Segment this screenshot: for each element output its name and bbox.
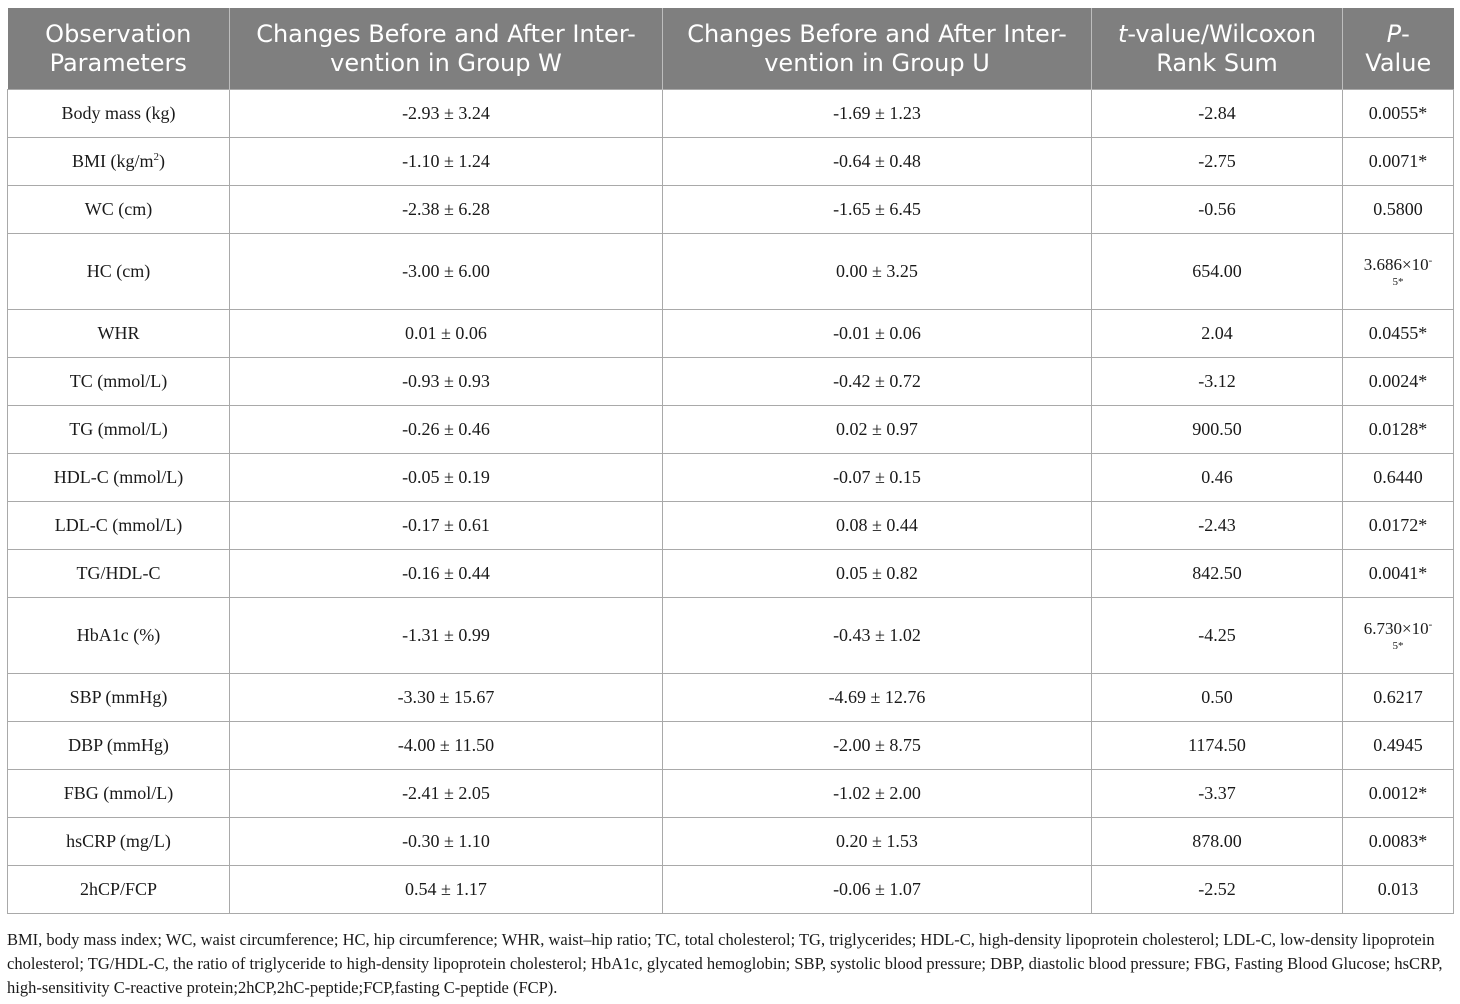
cell-t-value: 878.00: [1092, 818, 1343, 866]
cell-group-u: -1.65 ± 6.45: [663, 186, 1092, 234]
table-row: [8, 406, 1454, 454]
cell-group-w: -0.17 ± 0.61: [230, 502, 663, 550]
results-table: [7, 8, 1454, 914]
cell-t-value: 0.50: [1092, 674, 1343, 722]
cell-group-u: -0.42 ± 0.72: [663, 358, 1092, 406]
cell-t-value: -3.12: [1092, 358, 1343, 406]
table-row: [8, 770, 1454, 818]
cell-group-u: 0.08 ± 0.44: [663, 502, 1092, 550]
cell-parameter: DBP (mmHg): [8, 722, 230, 770]
cell-p-value: 0.6217: [1343, 674, 1454, 722]
cell-group-u: -0.06 ± 1.07: [663, 866, 1092, 914]
cell-parameter: 2hCP/FCP: [8, 866, 230, 914]
cell-t-value: 900.50: [1092, 406, 1343, 454]
header-text: Parameters: [49, 48, 187, 77]
cell-p-value: 0.0024*: [1343, 358, 1454, 406]
table-header: [8, 8, 1454, 90]
cell-parameter: TG/HDL-C: [8, 550, 230, 598]
header-text: Changes Before and After Inter-: [256, 19, 636, 48]
cell-parameter: [8, 138, 230, 186]
cell-group-w: -0.16 ± 0.44: [230, 550, 663, 598]
table-row: [8, 866, 1454, 914]
cell-p-value: 0.0083*: [1343, 818, 1454, 866]
cell-group-u: -1.02 ± 2.00: [663, 770, 1092, 818]
header-row: [8, 8, 1454, 90]
cell-group-w: 0.01 ± 0.06: [230, 310, 663, 358]
table-row: [8, 722, 1454, 770]
cell-group-u: -0.07 ± 0.15: [663, 454, 1092, 502]
table-row: [8, 550, 1454, 598]
header-text: -: [1401, 19, 1410, 48]
param-text: ): [159, 151, 165, 171]
cell-parameter: TC (mmol/L): [8, 358, 230, 406]
cell-p-value: 0.0172*: [1343, 502, 1454, 550]
cell-parameter: Body mass (kg): [8, 90, 230, 138]
table-body: [8, 90, 1454, 914]
cell-p-value: 0.0455*: [1343, 310, 1454, 358]
cell-group-u: -0.43 ± 1.02: [663, 598, 1092, 674]
cell-p-value: 0.0128*: [1343, 406, 1454, 454]
header-text: Observation: [45, 19, 192, 48]
cell-p-value: 0.5800: [1343, 186, 1454, 234]
cell-group-u: -0.64 ± 0.48: [663, 138, 1092, 186]
header-text: vention in Group U: [764, 48, 990, 77]
param-superscript: 2: [153, 151, 159, 163]
table-row: [8, 138, 1454, 186]
cell-group-u: 0.02 ± 0.97: [663, 406, 1092, 454]
header-group-u: [663, 8, 1092, 90]
cell-group-u: -1.69 ± 1.23: [663, 90, 1092, 138]
p-value-mantissa: 3.686×10: [1363, 254, 1429, 274]
cell-parameter: LDL-C (mmol/L): [8, 502, 230, 550]
cell-parameter: SBP (mmHg): [8, 674, 230, 722]
results-table-container: [7, 8, 1453, 914]
cell-group-w: -3.30 ± 15.67: [230, 674, 663, 722]
cell-group-w: -0.26 ± 0.46: [230, 406, 663, 454]
table-row: [8, 234, 1454, 310]
cell-group-w: -2.93 ± 3.24: [230, 90, 663, 138]
header-text-italic: P: [1386, 19, 1402, 48]
header-observation-parameters: [8, 8, 230, 90]
cell-group-w: -2.38 ± 6.28: [230, 186, 663, 234]
cell-group-u: -4.69 ± 12.76: [663, 674, 1092, 722]
cell-group-w: -3.00 ± 6.00: [230, 234, 663, 310]
param-text: BMI (kg/m: [71, 151, 154, 171]
p-value-scientific: [1364, 254, 1433, 288]
cell-t-value: -2.75: [1092, 138, 1343, 186]
cell-group-w: 0.54 ± 1.17: [230, 866, 663, 914]
table-footnote: BMI, body mass index; WC, waist circumference; HC, hip circumference; WHR, waist–hip ratio; TC, total cholesterol; TG, triglycerides; HDL-C, high-density lipoprotein cholesterol; LDL-C, low-density lipoprotein cholesterol; TG/HDL-C, the ratio of triglyceride to high-density lipoprotein cholesterol; HbA1c, glycated hemoglobin; SBP, systolic blood pressure; DBP, diastolic blood pressure; FBG, Fasting Blood Glucose; hsCRP, high-sensitivity C-reactive protein;2hCP,2hC-peptide;FCP,fasting C-peptide (FCP).: [7, 930, 1443, 997]
cell-p-value: 0.0041*: [1343, 550, 1454, 598]
cell-parameter: HC (cm): [8, 234, 230, 310]
table-row: [8, 454, 1454, 502]
header-group-w: [230, 8, 663, 90]
cell-group-w: -1.10 ± 1.24: [230, 138, 663, 186]
cell-t-value: -2.43: [1092, 502, 1343, 550]
cell-group-w: -0.93 ± 0.93: [230, 358, 663, 406]
p-value-exponent: 5*: [1392, 275, 1404, 288]
cell-group-u: 0.05 ± 0.82: [663, 550, 1092, 598]
cell-group-u: -0.01 ± 0.06: [663, 310, 1092, 358]
cell-parameter: WC (cm): [8, 186, 230, 234]
header-text: vention in Group W: [330, 48, 562, 77]
header-text: Value: [1365, 48, 1432, 77]
cell-t-value: -2.52: [1092, 866, 1343, 914]
table-row: [8, 502, 1454, 550]
cell-group-w: -4.00 ± 11.50: [230, 722, 663, 770]
cell-group-w: -1.31 ± 0.99: [230, 598, 663, 674]
cell-parameter: WHR: [8, 310, 230, 358]
cell-parameter: TG (mmol/L): [8, 406, 230, 454]
cell-parameter: FBG (mmol/L): [8, 770, 230, 818]
table-row: [8, 818, 1454, 866]
header-p-value: [1343, 8, 1454, 90]
cell-p-value: 0.013: [1343, 866, 1454, 914]
p-value-sup: -: [1428, 253, 1433, 266]
cell-p-value: [1343, 598, 1454, 674]
cell-p-value: [1343, 234, 1454, 310]
cell-t-value: 842.50: [1092, 550, 1343, 598]
cell-group-w: -0.30 ± 1.10: [230, 818, 663, 866]
header-t-value: [1092, 8, 1343, 90]
header-text-italic: t: [1117, 19, 1128, 48]
cell-parameter: HDL-C (mmol/L): [8, 454, 230, 502]
cell-t-value: -2.84: [1092, 90, 1343, 138]
cell-p-value: 0.0012*: [1343, 770, 1454, 818]
cell-t-value: 1174.50: [1092, 722, 1343, 770]
cell-t-value: -0.56: [1092, 186, 1343, 234]
table-row: [8, 358, 1454, 406]
cell-p-value: 0.4945: [1343, 722, 1454, 770]
table-row: [8, 310, 1454, 358]
header-text: Changes Before and After Inter-: [687, 19, 1067, 48]
cell-t-value: -4.25: [1092, 598, 1343, 674]
cell-p-value: 0.0071*: [1343, 138, 1454, 186]
cell-t-value: -3.37: [1092, 770, 1343, 818]
cell-t-value: 0.46: [1092, 454, 1343, 502]
p-value-sup: -: [1428, 617, 1433, 630]
header-text: -value/Wilcoxon: [1127, 19, 1317, 48]
cell-p-value: 0.6440: [1343, 454, 1454, 502]
header-text: Rank Sum: [1156, 48, 1278, 77]
cell-p-value: 0.0055*: [1343, 90, 1454, 138]
table-row: [8, 674, 1454, 722]
cell-t-value: 654.00: [1092, 234, 1343, 310]
p-value-scientific: [1364, 618, 1433, 652]
cell-parameter: hsCRP (mg/L): [8, 818, 230, 866]
cell-group-u: 0.20 ± 1.53: [663, 818, 1092, 866]
table-row: [8, 186, 1454, 234]
cell-group-u: 0.00 ± 3.25: [663, 234, 1092, 310]
cell-group-u: -2.00 ± 8.75: [663, 722, 1092, 770]
cell-group-w: -2.41 ± 2.05: [230, 770, 663, 818]
table-row: [8, 598, 1454, 674]
table-row: [8, 90, 1454, 138]
cell-t-value: 2.04: [1092, 310, 1343, 358]
p-value-mantissa: 6.730×10: [1363, 618, 1429, 638]
p-value-exponent: 5*: [1392, 639, 1404, 652]
cell-parameter: HbA1c (%): [8, 598, 230, 674]
cell-group-w: -0.05 ± 0.19: [230, 454, 663, 502]
